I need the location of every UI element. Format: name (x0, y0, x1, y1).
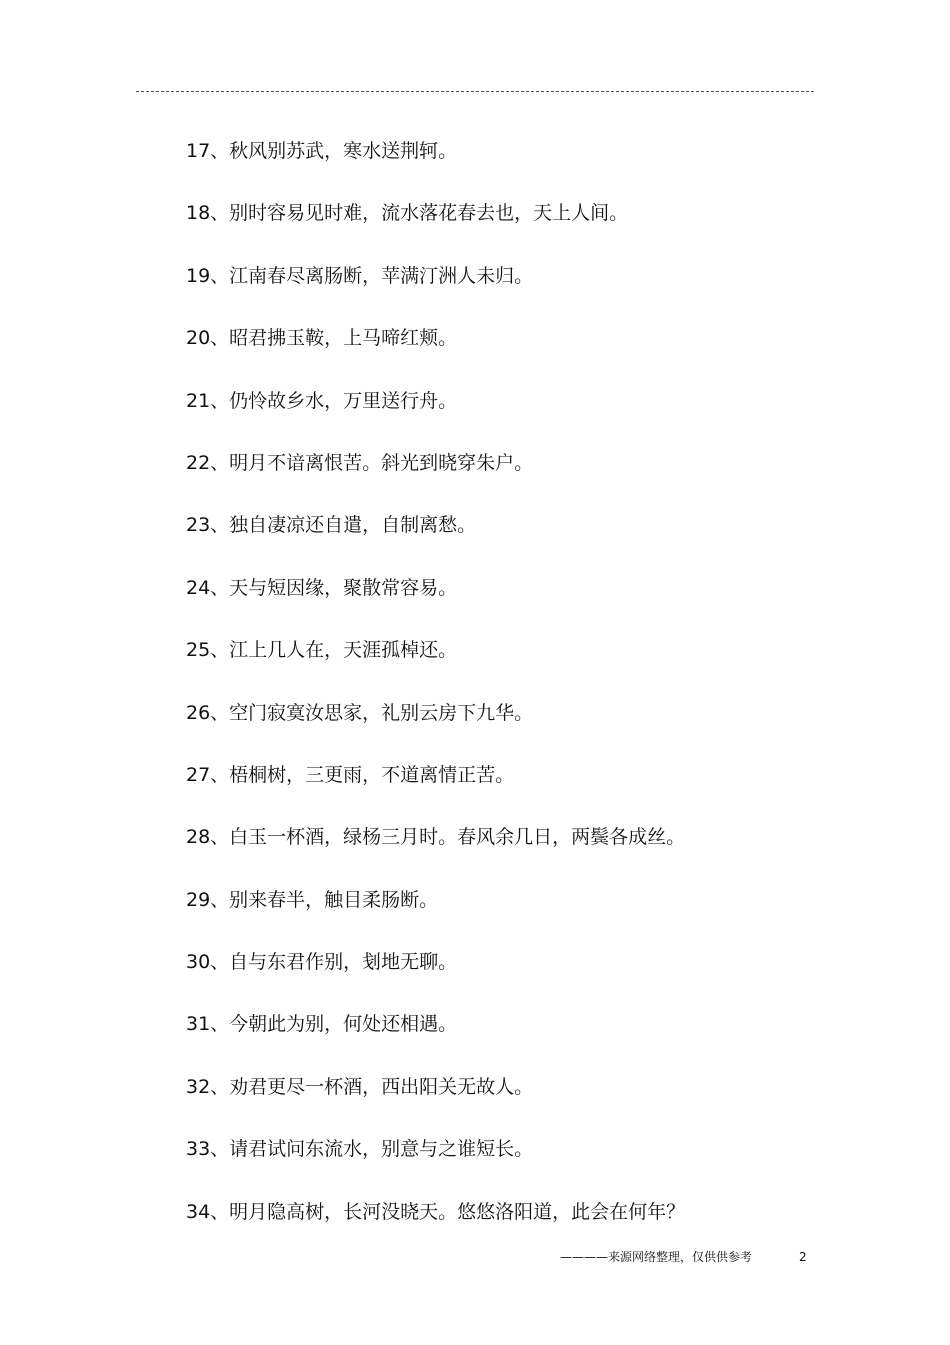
poem-line-22: 22、明月不谙离恨苦。斜光到晓穿朱户。 (186, 451, 534, 474)
poem-line-29: 29、别来春半，触目柔肠断。 (186, 888, 439, 911)
poem-line-33: 33、请君试问东流水，别意与之谁短长。 (186, 1138, 534, 1161)
poem-line-18: 18、别时容易见时难，流水落花春去也，天上人间。 (186, 202, 629, 225)
header-rule (136, 91, 814, 92)
poem-line-25: 25、江上几人在，天涯孤棹还。 (186, 639, 458, 662)
page-number: 2 (799, 1250, 807, 1264)
poem-line-32: 32、劝君更尽一杯酒，西出阳关无故人。 (186, 1075, 534, 1098)
poem-line-19: 19、江南春尽离肠断，苹满汀洲人未归。 (186, 264, 534, 287)
poem-line-23: 23、独自凄凉还自遣，自制离愁。 (186, 514, 477, 537)
poem-lines-list (186, 136, 826, 1259)
poem-line-27: 27、梧桐树，三更雨，不道离情正苦。 (186, 763, 515, 786)
poem-line-30: 30、自与东君作别，刬地无聊。 (186, 951, 458, 974)
footer-source-note: ————来源网络整理，仅供供参考 (559, 1250, 752, 1264)
poem-line-28: 28、白玉一杯酒，绿杨三月时。春风余几日，两鬓各成丝。 (186, 826, 686, 849)
poem-line-21: 21、仍怜故乡水，万里送行舟。 (186, 389, 458, 412)
poem-line-20: 20、昭君拂玉鞍，上马啼红颊。 (186, 327, 458, 350)
poem-line-17: 17、秋风别苏武，寒水送荆轲。 (186, 140, 458, 162)
poem-line-31: 31、今朝此为别，何处还相遇。 (186, 1013, 458, 1036)
page-footer (0, 1247, 950, 1267)
poem-line-26: 26、空门寂寞汝思家，礼别云房下九华。 (186, 701, 534, 724)
poem-line-24: 24、天与短因缘，聚散常容易。 (186, 576, 458, 599)
poem-line-34: 34、明月隐高树，长河没晓天。悠悠洛阳道，此会在何年？ (186, 1200, 686, 1223)
